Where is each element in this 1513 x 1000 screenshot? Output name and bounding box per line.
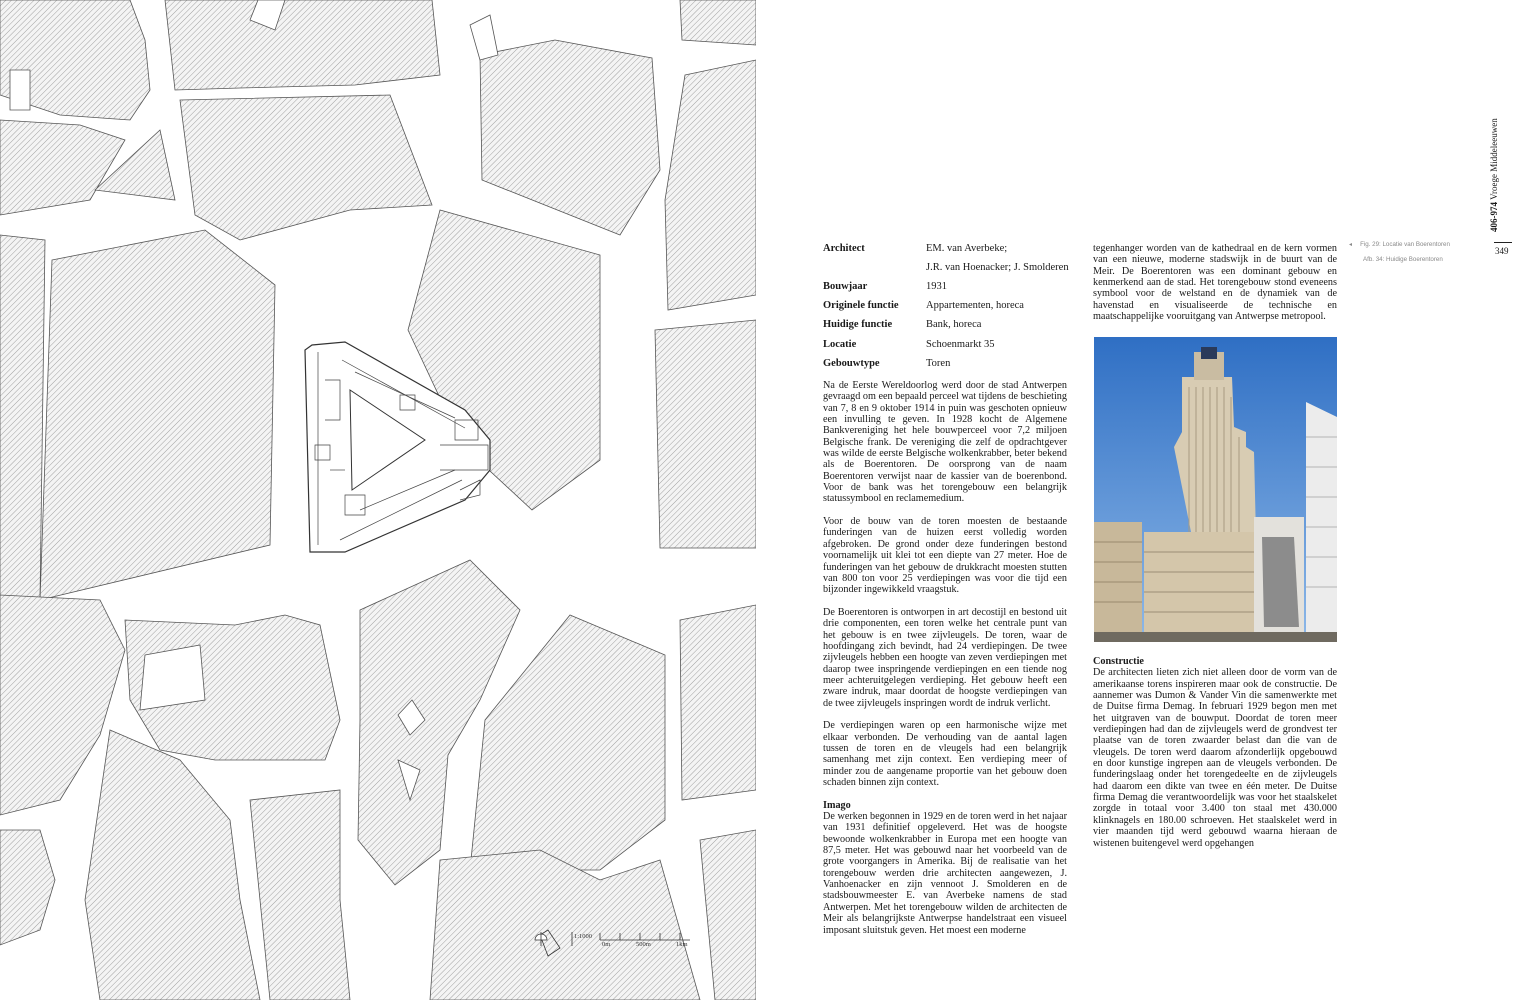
paragraph: De verdiepingen waren op een harmonische wijze met elkaar verbonden. De verhouding van de aantal lagen tussen de toren en de vleugels had een belangrijk samenhang met zijn context. Een verdieping meer of minder zou de aangename proportie van het gebouw doen schaden binnen zijn context. xyxy=(823,720,1067,789)
building-block xyxy=(180,95,432,240)
spec-row xyxy=(823,258,1073,277)
spec-row xyxy=(823,315,1073,334)
section-heading-constructie: Constructie xyxy=(1093,656,1144,667)
spec-key: Bouwjaar xyxy=(823,281,868,293)
building-block xyxy=(0,120,125,215)
spec-value: Schoenmarkt 35 xyxy=(926,338,995,350)
paragraph: De Boerentoren is ontworpen in art decostijl en bestond uit drie componenten, een toren welke het centrale punt van het gebouw is en twee zijvleugels. De toren, waar de hoofdingang zich bevindt, had 24 verdiepingen. De twee zijvleugels hebben een hoogte van zeven verdiepingen met daarop twee inspringende verdiepingen en een tiende nog meer achteruitgelegen verdieping. Het gebouw heeft een zware indruk, maar doordat de hoogste verdiepingen van de twee zijvleugels inspringen wordt de indruk verlicht. xyxy=(823,606,1067,709)
body-column-right-bottom xyxy=(1093,656,1337,860)
figure-caption xyxy=(1349,241,1450,248)
scale-tick-0: 0m xyxy=(602,941,611,948)
spec-row xyxy=(823,277,1073,296)
section-heading-imago: Imago xyxy=(823,799,851,811)
spec-row xyxy=(823,334,1073,353)
caption-text: Fig. 29: Locatie van Boerentoren xyxy=(1360,241,1450,248)
building-block xyxy=(430,850,700,1000)
building-block xyxy=(40,230,275,600)
spec-key: Huidige functie xyxy=(823,319,893,331)
paragraph: Voor de bouw van de toren moesten de bestaande funderingen van de huizen eerst volledig worden afgebroken. De grond onder deze funderingen bestond voornamelijk uit klei tot een diepte van 27 meter. Hoe de funderingen van het gebouw de drukkracht moesten stutten van 800 ton voor 25 verdiepingen was voor die tijd een bijzonder ingewikkeld vraagstuk. xyxy=(823,516,1067,596)
spec-value: Appartementen, horeca xyxy=(926,300,1024,312)
building-spec-table xyxy=(823,239,1073,373)
chapter-running-head xyxy=(1489,118,1499,232)
page-number-rule xyxy=(1494,242,1512,243)
photo-caption xyxy=(1363,256,1443,263)
chapter-title: Vroege Middeleeuwen xyxy=(1489,118,1499,200)
paragraph: Na de Eerste Wereldoorlog werd door de stad Antwerpen gevraagd om een bepaald perceel wat tijdens de beschieting van 7, 8 en 9 oktober 1914 in puin was geschoten opnieuw een invulling te geven. In 1928 kocht de Algemene Bankvereniging het hele bouwperceel voor 7,2 miljoen Belgische frank. De vereniging die zelf de opdrachtgever was wilde de eerste Belgische wolkenkrabber, beter bekend als de Boerentoren. De oorsprong van de naam Boerentoren verwijst naar de kassier van de boerenbond. Voor de bank was het torengebouw een belangrijk statussymbool en reclamemedium. xyxy=(823,380,1067,505)
chapter-range: 406-974 xyxy=(1489,202,1499,232)
courtyard xyxy=(470,15,498,60)
spec-value: EM. van Averbeke; xyxy=(926,243,1008,255)
spec-value: Toren xyxy=(926,357,951,369)
building-block xyxy=(85,730,260,1000)
spec-key: Locatie xyxy=(823,338,857,350)
spec-key: Gebouwtype xyxy=(823,357,880,369)
building-block xyxy=(250,790,350,1000)
building-block xyxy=(480,40,660,235)
paragraph: De werken begonnen in 1929 en de toren werd in het najaar van 1931 definitief opgeleverd. Het was de hoogste bewoonde wolkenkrabber in Europa met een hoogte van 87,5 meter. Het was gebouwd naar het voorbeeld van de grote voorgangers in Amerika. Bij de realisatie van het torengebouw werden drie architecten aangewezen, J. Vanhoenacker en zijn vennoot J. Smolderen en de stadsbouwmeester E. van Averbeke namens de stad Antwerpen. Met het torengebouw wilden de architecten de Meir als belangrijkste Antwerpse handelstraat een visueel imposant sluitstuk geven. Het moest een moderne xyxy=(823,811,1067,936)
spec-row xyxy=(823,239,1073,258)
site-plan-map xyxy=(0,0,756,1000)
page-number: 349 xyxy=(1495,246,1509,256)
spec-key: Originele functie xyxy=(823,300,899,312)
building-block xyxy=(665,60,756,310)
courtyard xyxy=(140,645,205,710)
scale-tick-1km: 1km xyxy=(676,941,688,948)
caption-arrow-icon: ◂ xyxy=(1349,241,1353,248)
building-block xyxy=(655,320,756,548)
building-block xyxy=(0,235,45,600)
spec-value: J.R. van Hoenacker; J. Smolderen xyxy=(926,262,1069,274)
scale-tick-500: 500m xyxy=(636,941,651,948)
spec-value: 1931 xyxy=(926,281,947,293)
body-column-right-top xyxy=(1093,243,1337,334)
scale-ratio: 1:1000 xyxy=(574,933,593,940)
paragraph: De architecten lieten zich niet alleen door de vorm van de amerikaanse torens inspireren maar ook de constructie. De aannemer was Dumon & Vander Vin die samenwerkte met de Duitse firma Demag. In februari 1929 begon men met het uitgraven van de bouwput. Doordat de toren meer verdiepingen had dan de zijvleugels werd de grondvest ter plaatse van de toren zwaarder belast dan die van de vleugels. De toren werd daarom afzonderlijk opgebouwd en door kunstige ingrepen aan de vleugels verbonden. De funderingslaag onder het torengedeelte en de zijvleugels had daarom een dikte van twee en één meter. De Duitse firma Demag die verantwoordelijk was voor het staalskelet zorgde in totaal voor 3.400 ton staal met 430.000 klinknagels en 180.00 schroeven. Het staalskelet werd in vier maanden tijd werd gebouwd waarna hieraan de wistenen buitengevel werd opgehangen xyxy=(1093,667,1337,849)
building-block xyxy=(680,605,756,800)
spec-row xyxy=(823,354,1073,373)
building-block xyxy=(165,0,440,90)
spec-value: Bank, horeca xyxy=(926,319,982,331)
building-block xyxy=(700,830,756,1000)
spec-row xyxy=(823,296,1073,315)
building-block xyxy=(0,830,55,945)
building-block xyxy=(680,0,756,45)
courtyard xyxy=(10,70,30,110)
boerentoren-photo xyxy=(1094,337,1337,642)
spec-key: Architect xyxy=(823,243,865,255)
caption-text: Afb. 34: Huidige Boerentoren xyxy=(1363,256,1443,263)
body-column-left xyxy=(823,380,1067,947)
paragraph: tegenhanger worden van de kathedraal en de kern vormen van een nieuwe, moderne stadswijk in de buurt van de Meir. De Boerentoren was een dominant gebouw en kenmerkend aan de stad. Het torengebouw stond eveneens symbool voor de welstand en de dynamiek van de havenstad en visualiseerde de technische en maatschappelijke vooruitgang van Antwerpse metropool. xyxy=(1093,243,1337,323)
